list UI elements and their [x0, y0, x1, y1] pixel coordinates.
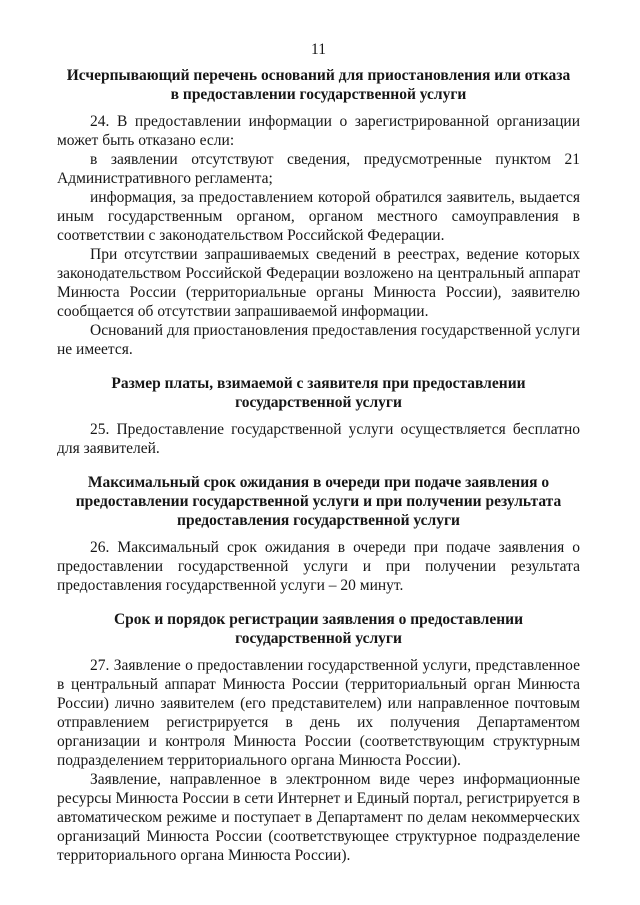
paragraph-24-item-missing-info: в заявлении отсутствуют сведения, предусмотренные пунктом 21 Административного регламента; [57, 151, 580, 187]
section-heading-payment-amount: Размер платы, взимаемой с заявителя при предоставлении государственной услуги [111, 375, 526, 411]
page-number: 11 [311, 41, 326, 58]
paragraph-24: 24. В предоставлении информации о зарегистрированной организации может быть отказано если: [57, 113, 580, 149]
paragraph-27-electronic-filing: Заявление, направленное в электронном виде через информационные ресурсы Минюста России в сети Интернет и Единый портал, регистрируется в автоматическом режиме и поступает в Департамент по делам некоммерческих организаций Минюста России (соответствующее структурное подразделение территориального органа Минюста России). [57, 771, 580, 864]
paragraph-26: 26. Максимальный срок ожидания в очереди при подаче заявления о предоставлении государственной услуги и при получении результата предоставления государственной услуги – 20 минут. [57, 539, 580, 594]
paragraph-no-suspension-grounds: Оснований для приостановления предоставления государственной услуги не имеется. [57, 322, 580, 358]
paragraph-27: 27. Заявление о предоставлении государственной услуги, представленное в центральный аппарат Минюста России (территориальный орган Минюста России) лично заявителем (его представителем) или направленное почтовым отправлением регистрируется в день их получения Департаментом организации и контроля Минюста России (соответствующим структурным подразделением территориального органа Минюста России). [57, 657, 580, 769]
paragraph-25: 25. Предоставление государственной услуги осуществляется бесплатно для заявителей. [57, 421, 580, 457]
section-heading-max-waiting-time: Максимальный срок ожидания в очереди при подаче заявления о предоставлении государственной услуги и при получении результата предоставления государственной услуги [75, 474, 562, 529]
section-heading-grounds-for-refusal: Исчерпывающий перечень оснований для приостановления или отказа в предоставлении государственной услуги [66, 67, 571, 103]
paragraph-24-item-other-authority: информация, за предоставлением которой обратился заявитель, выдается иным государственным органом, органом местного самоуправления в соответствии с законодательством Российской Федерации. [57, 189, 580, 244]
paragraph-registry-absence: При отсутствии запрашиваемых сведений в реестрах, ведение которых законодательством Российской Федерации возложено на центральный аппарат Минюста России (территориальные органы Минюста России), заявителю сообщается об отсутствии запрашиваемой информации. [57, 246, 580, 320]
section-heading-registration-terms: Срок и порядок регистрации заявления о предоставлении государственной услуги [113, 611, 524, 647]
